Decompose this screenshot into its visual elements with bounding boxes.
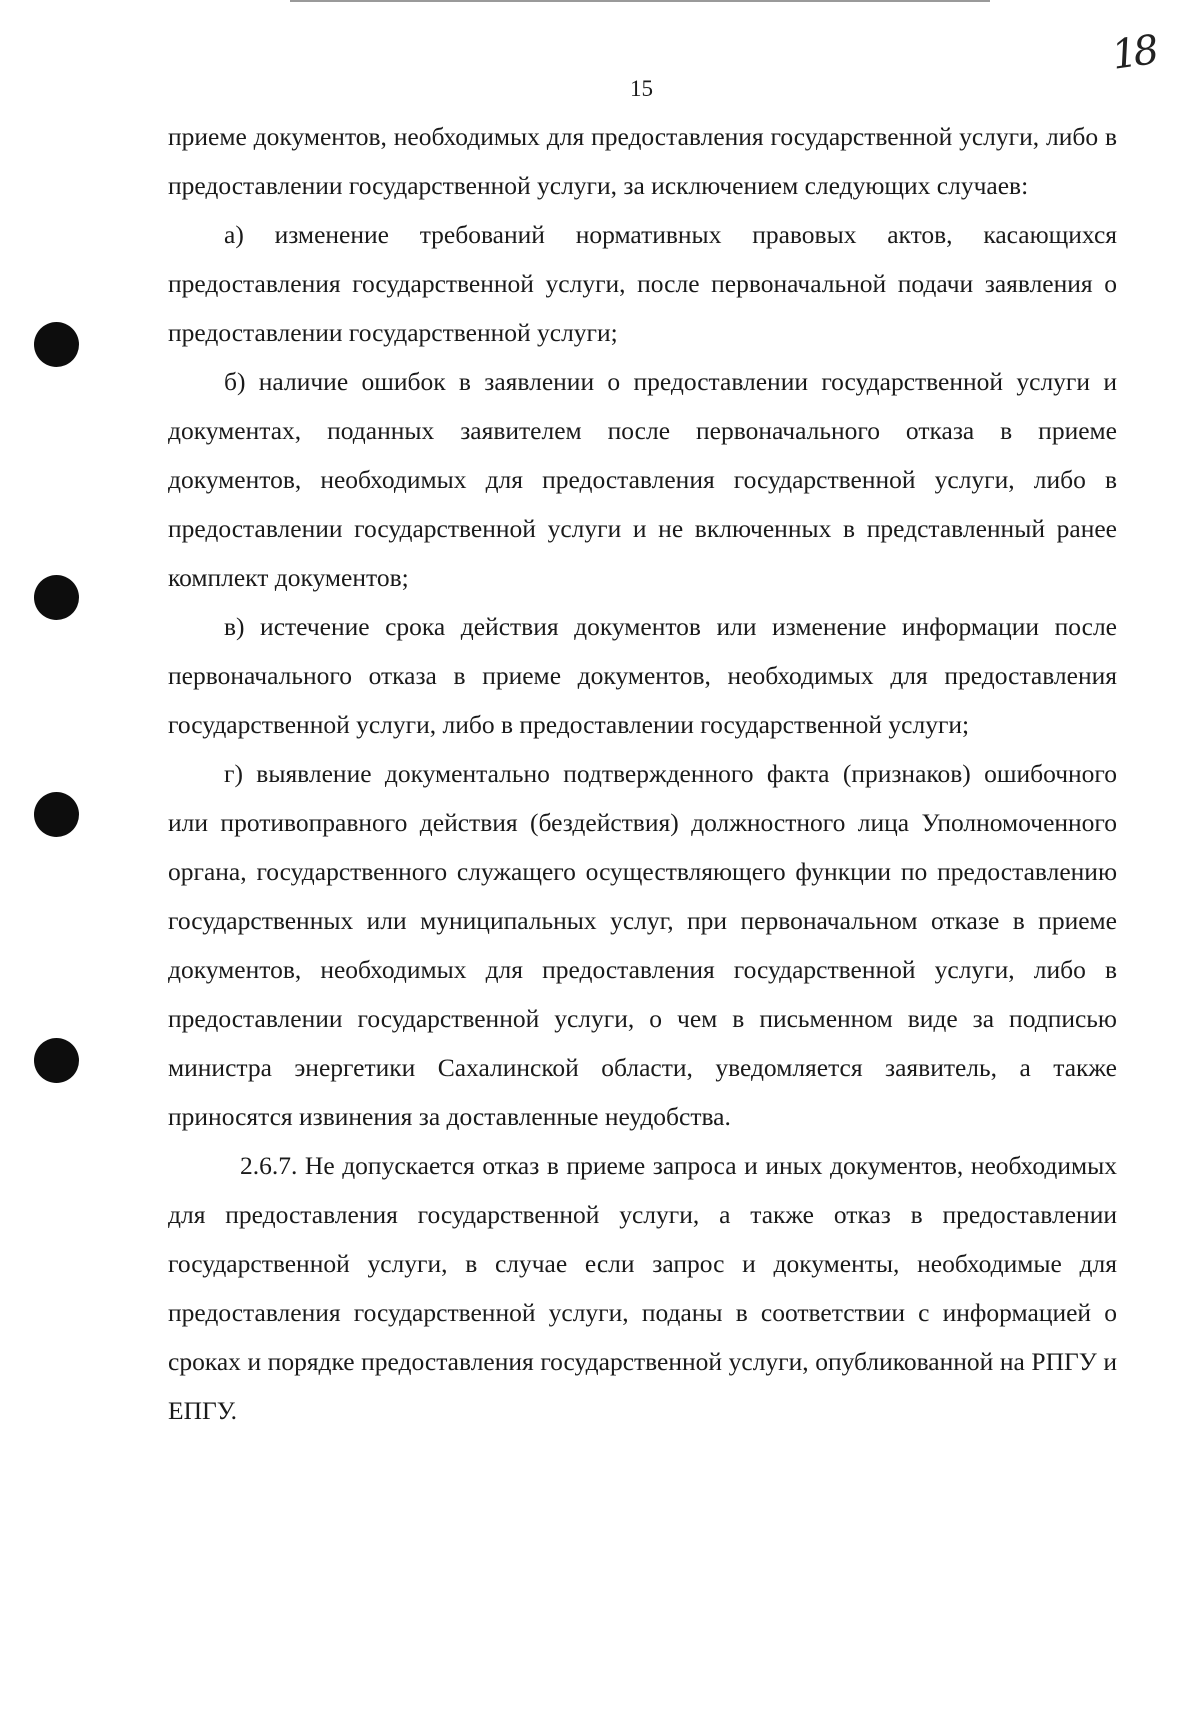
punch-hole-icon xyxy=(34,575,79,620)
punch-hole-icon xyxy=(34,322,79,367)
paragraph-item-v: в) истечение срока действия документов или изменение информации после первоначального отказа в приеме документов, необходимых для предоставления государственной услуги, либо в предоставлении государственной услуги; xyxy=(168,612,1117,739)
paragraph-2-6-7: 2.6.7. Не допускается отказ в приеме запроса и иных документов, необходимых для предоставления государственной услуги, а также отказ в предоставлении государственной услуги, в случае если запрос и документы, необходимые для предоставления государственной услуги, поданы в соответствии с информацией о сроках и порядке предоставления государственной услуги, опубликованной на РПГУ и ЕПГУ. xyxy=(168,1151,1117,1425)
handwritten-sheet-number: 18 xyxy=(1109,27,1158,79)
paragraph-item-a: а) изменение требований нормативных правовых актов, касающихся предоставления государственной услуги, после первоначальной подачи заявления о предоставлении государственной услуги; xyxy=(168,220,1117,347)
punch-hole-icon xyxy=(34,1038,79,1083)
paragraph-item-g: г) выявление документально подтвержденного факта (признаков) ошибочного или противоправного действия (бездействия) должностного лица Уполномоченного органа, государственного служащего осуществляющего функции по предоставлению государственных или муниципальных услуг, при первоначальном отказе в приеме документов, необходимых для предоставления государственной услуги, либо в предоставлении государственной услуги, о чем в письменном виде за подписью министра энергетики Сахалинской области, уведомляется заявитель, а также приносятся извинения за доставленные неудобства. xyxy=(168,759,1117,1131)
top-edge-rule xyxy=(290,0,990,2)
paragraph-continuation: приеме документов, необходимых для предоставления государственной услуги, либо в предоставлении государственной услуги, за исключением следующих случаев: xyxy=(168,122,1117,200)
document-body xyxy=(168,112,1117,1435)
page-number: 15 xyxy=(630,76,653,101)
paragraph-item-b: б) наличие ошибок в заявлении о предоставлении государственной услуги и документах, поданных заявителем после первоначального отказа в приеме документов, необходимых для предоставления государственной услуги, либо в предоставлении государственной услуги и не включенных в представленный ранее комплект документов; xyxy=(168,367,1117,592)
punch-hole-icon xyxy=(34,792,79,837)
